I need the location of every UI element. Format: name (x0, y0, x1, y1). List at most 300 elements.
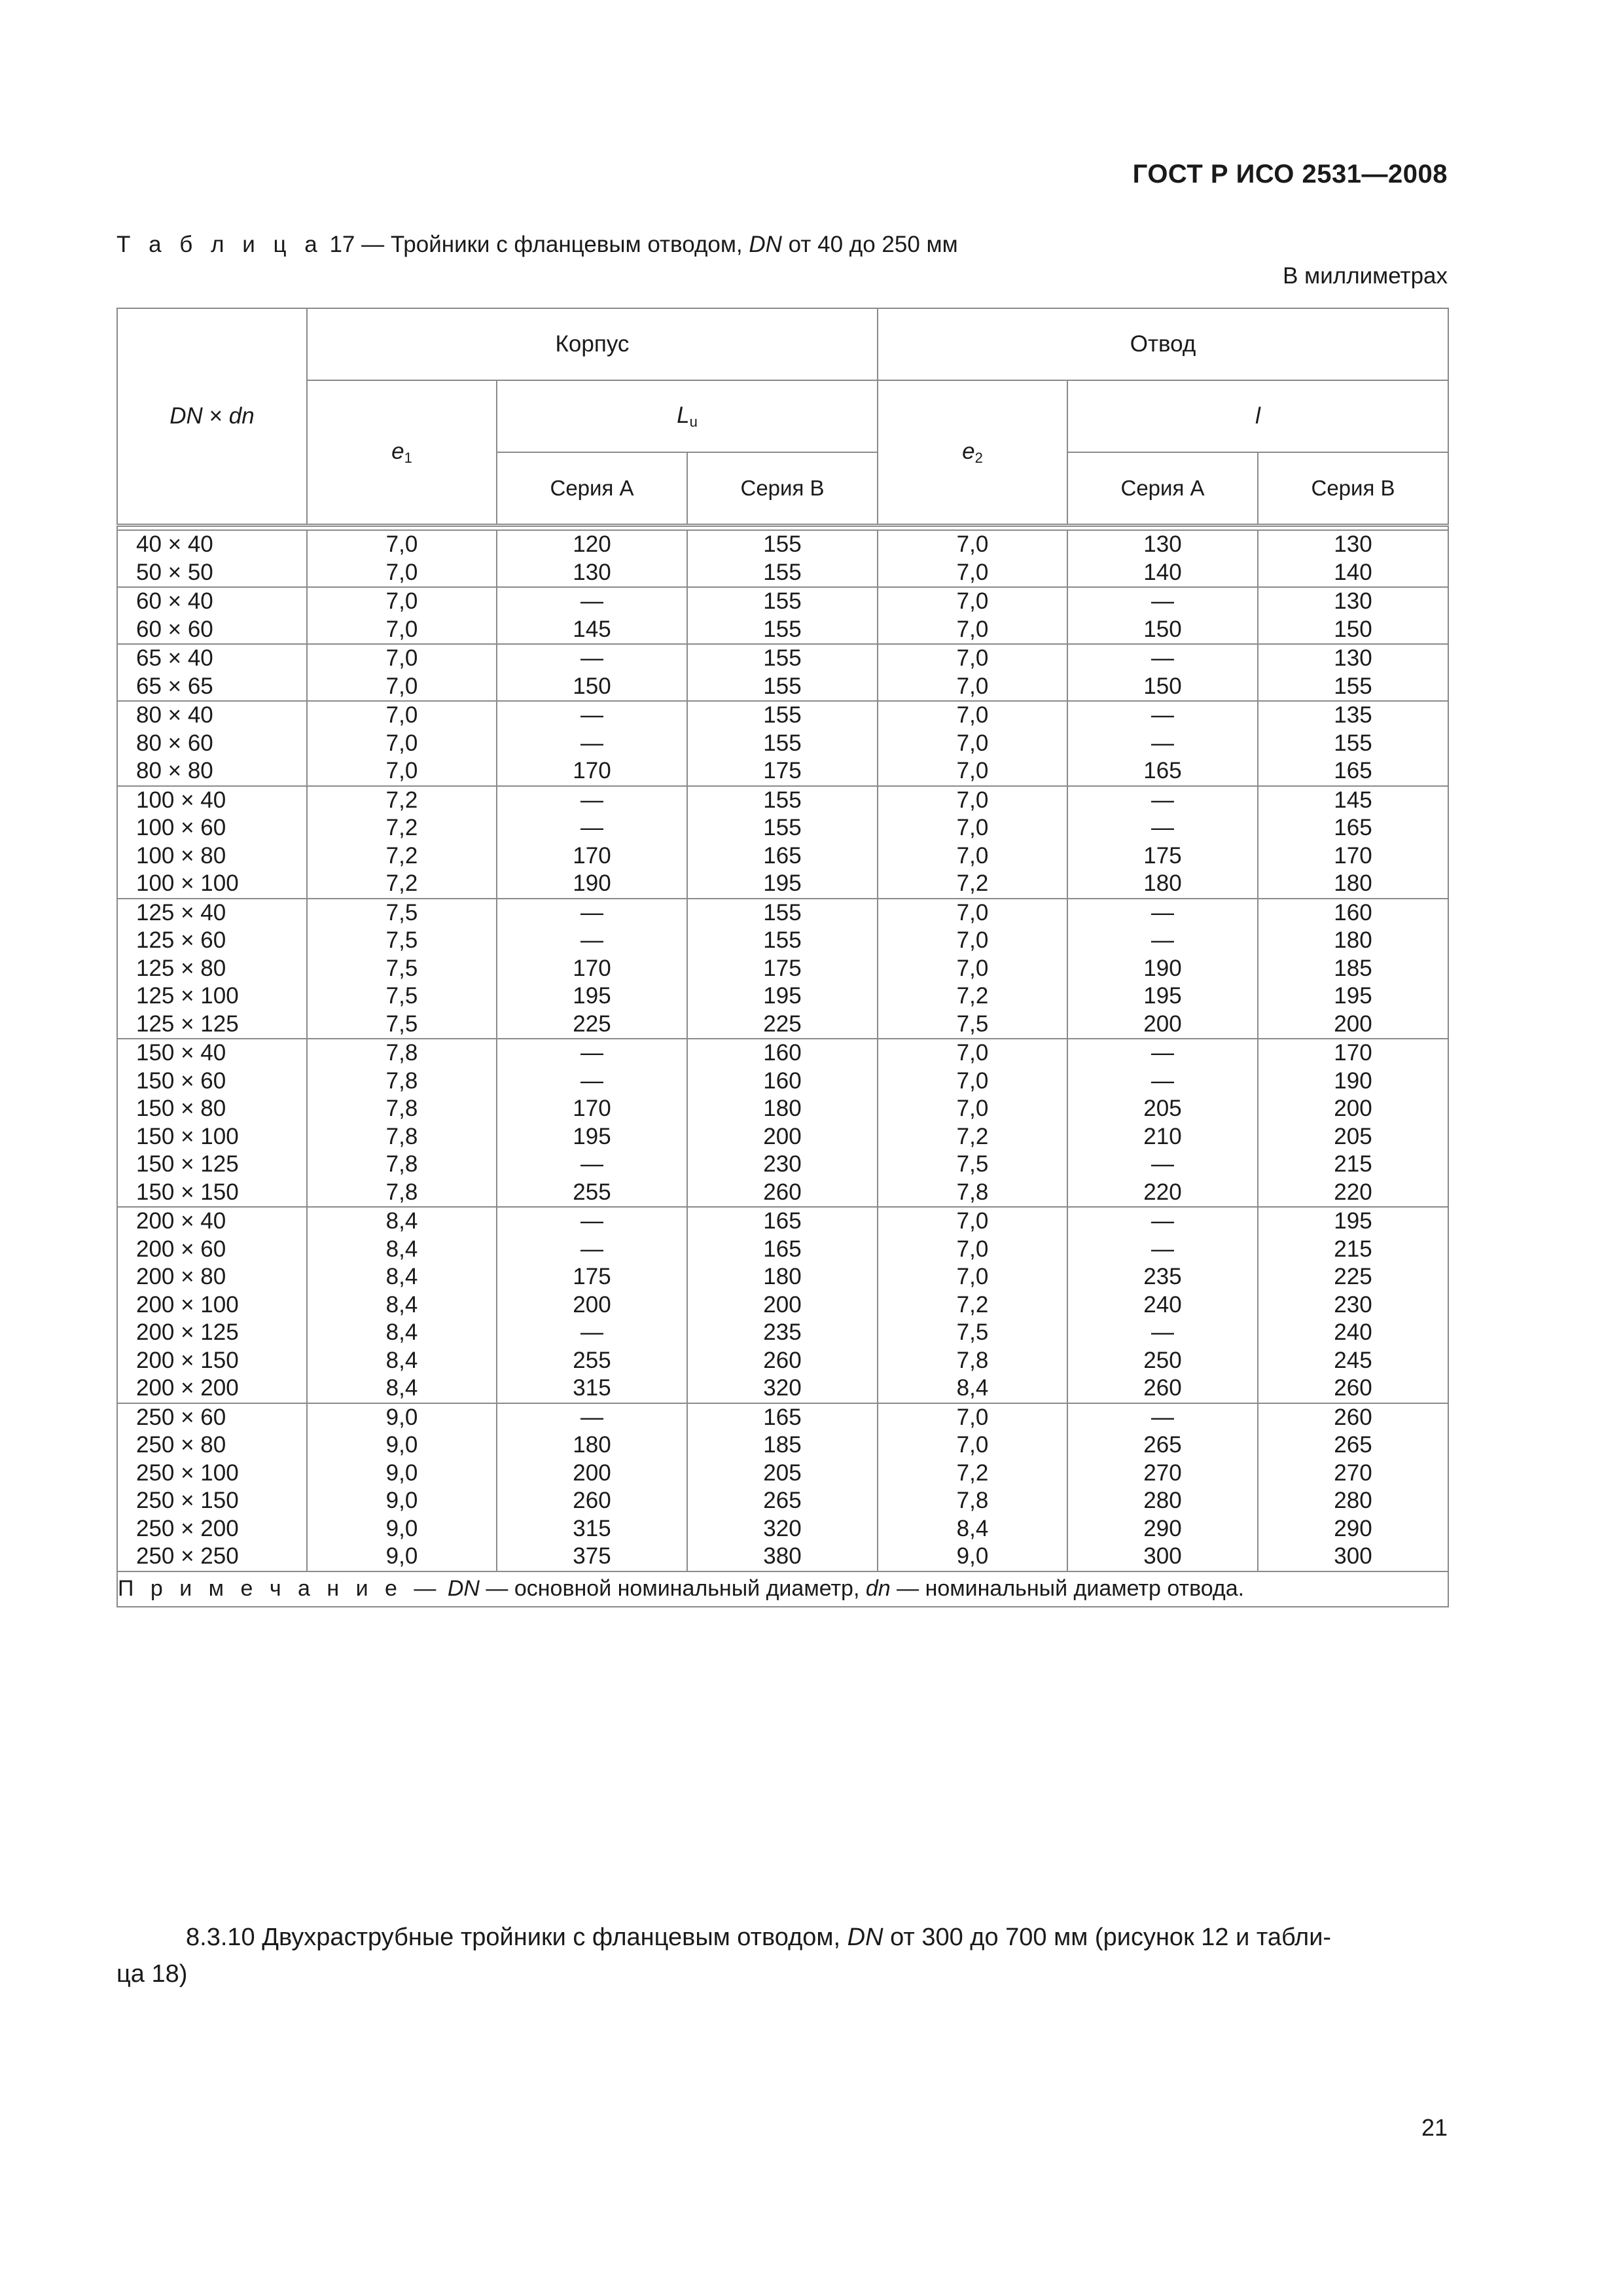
table-value: 240 (1143, 1291, 1182, 1318)
note-label: П р и м е ч а н и е — (118, 1576, 442, 1601)
table-value: 130 (1334, 588, 1372, 614)
table-row-group (117, 1039, 1448, 1207)
header-dn-x-dn: DN × dn (117, 308, 307, 526)
table-value: 380 (763, 1543, 802, 1569)
cell-lu-series-b (687, 530, 878, 587)
table-value: 8,4 (385, 1208, 418, 1234)
table-value: 290 (1143, 1515, 1182, 1541)
table-row-group (117, 899, 1448, 1039)
table-value: 7,5 (385, 899, 418, 925)
cell-l-series-b (1258, 899, 1448, 1039)
table-value: 7,2 (385, 870, 418, 896)
table-value: 170 (1334, 842, 1372, 869)
table-value: 7,0 (956, 645, 989, 671)
cell-lu-series-a (497, 1403, 687, 1571)
table-value: 7,0 (956, 758, 989, 783)
table-value: 255 (573, 1179, 611, 1205)
table-value: 220 (1143, 1179, 1182, 1205)
cell-lu-series-a (497, 1207, 687, 1403)
cell-lu-series-a (497, 786, 687, 899)
table-value: 315 (573, 1515, 611, 1541)
table-value: 150 (1143, 616, 1182, 642)
table-value: 265 (1334, 1432, 1372, 1458)
table-value: 250 × 100 (136, 1460, 239, 1486)
table-value: 250 × 80 (136, 1432, 226, 1458)
table-value: 250 × 150 (136, 1488, 239, 1513)
table-value: 155 (763, 616, 802, 642)
table-value: 260 (1143, 1375, 1182, 1401)
table-value: 230 (1334, 1291, 1372, 1318)
table-value: 155 (763, 702, 802, 728)
table-value: — (1151, 730, 1174, 756)
table-value: — (580, 1236, 603, 1262)
table-value: 250 (1143, 1347, 1182, 1373)
table-value: 230 (763, 1151, 802, 1177)
cell-e2 (878, 1207, 1067, 1403)
cell-l-series-a (1067, 644, 1258, 701)
cell-dn (117, 644, 307, 701)
paragraph-dn: DN (847, 1924, 883, 1951)
table-value: 7,0 (956, 815, 989, 840)
table-value: 140 (1334, 559, 1372, 585)
table-value: 175 (1143, 842, 1182, 869)
table-value: 145 (573, 616, 611, 642)
table-value: 175 (573, 1264, 611, 1289)
table-value: 8,4 (385, 1375, 418, 1401)
table-value: 7,0 (956, 1067, 989, 1094)
cell-dn (117, 1207, 307, 1403)
cell-l-series-a (1067, 899, 1258, 1039)
header-branch: Отвод (878, 308, 1448, 380)
cell-lu-series-b (687, 1039, 878, 1207)
table-value: 250 × 200 (136, 1515, 239, 1541)
table-value: 160 (763, 1040, 802, 1066)
table-value: 7,8 (956, 1488, 989, 1513)
table-value: 155 (763, 730, 802, 756)
table-value: 180 (573, 1432, 611, 1458)
note-dn-small: dn (865, 1576, 891, 1601)
table-value: — (1151, 899, 1174, 925)
table-value: 100 × 100 (136, 870, 239, 896)
table-value: 9,0 (956, 1543, 989, 1569)
cell-e2 (878, 899, 1067, 1039)
table-value: 9,0 (385, 1543, 418, 1569)
table-value: 130 (573, 559, 611, 585)
table-value: 7,0 (956, 1040, 989, 1066)
cell-dn (117, 1039, 307, 1207)
cell-e2 (878, 786, 1067, 899)
table-value: — (580, 815, 603, 840)
cell-lu-series-a (497, 701, 687, 786)
table-row-group (117, 786, 1448, 899)
table-value: 260 (573, 1488, 611, 1513)
table-value: 155 (1334, 673, 1372, 699)
table-value: 195 (1143, 983, 1182, 1009)
table-value: — (1151, 702, 1174, 728)
table-value: 7,2 (956, 983, 989, 1009)
cell-lu-series-b (687, 701, 878, 786)
table-value: — (580, 927, 603, 953)
cell-e1 (307, 587, 497, 644)
table-value: 7,8 (956, 1179, 989, 1205)
table-value: 135 (1334, 702, 1372, 728)
header-lu: $L_u$ (497, 380, 878, 452)
table-value: 155 (763, 899, 802, 925)
table-value: 200 × 60 (136, 1236, 226, 1262)
cell-l-series-b (1258, 644, 1448, 701)
table-value: 195 (1334, 983, 1372, 1009)
table-value: 205 (1143, 1096, 1182, 1121)
cell-lu-series-b (687, 786, 878, 899)
table-value: 155 (763, 815, 802, 840)
table-value: — (580, 1319, 603, 1345)
cell-l-series-b (1258, 1403, 1448, 1571)
table-value: 80 × 80 (136, 758, 213, 783)
table-value: 60 × 40 (136, 588, 213, 614)
table-value: 195 (763, 870, 802, 896)
table-value: 260 (1334, 1404, 1372, 1430)
cell-dn (117, 587, 307, 644)
table-value: 7,0 (385, 559, 418, 585)
table-value: 7,5 (956, 1011, 989, 1037)
table-value: 265 (1143, 1432, 1182, 1458)
table-value: 7,0 (956, 730, 989, 756)
table-value: 125 × 40 (136, 899, 226, 925)
table-value: 7,8 (385, 1067, 418, 1094)
table-value: 220 (1334, 1179, 1372, 1205)
table-value: 9,0 (385, 1460, 418, 1486)
header-e1: $e_1$ (307, 380, 497, 526)
table-row-group (117, 587, 1448, 644)
table-value: 150 (573, 673, 611, 699)
table-value: 235 (763, 1319, 802, 1345)
table-value: 7,0 (956, 787, 989, 813)
table-value: 200 (1143, 1011, 1182, 1037)
table-row-group (117, 530, 1448, 587)
table-value: 250 × 60 (136, 1404, 226, 1430)
cell-l-series-a (1067, 1207, 1258, 1403)
table-value: 8,4 (385, 1264, 418, 1289)
cell-l-series-a (1067, 1039, 1258, 1207)
table-value: 175 (763, 758, 802, 783)
table-value: 300 (1143, 1543, 1182, 1569)
table-caption (116, 232, 958, 258)
table-value: 9,0 (385, 1432, 418, 1458)
table-value: 165 (763, 842, 802, 869)
table-value: 7,2 (385, 842, 418, 869)
header-l: l (1067, 380, 1448, 452)
table-value: 300 (1334, 1543, 1372, 1569)
table-value: 9,0 (385, 1515, 418, 1541)
table-value: 320 (763, 1515, 802, 1541)
note-text-1: — основной номинальный диаметр, (486, 1576, 860, 1601)
table-value: 7,0 (956, 616, 989, 642)
table-caption-label: Т а б л и ц а (116, 232, 323, 257)
table-value: 165 (1334, 758, 1372, 783)
table-value: 80 × 60 (136, 730, 213, 756)
table-value: 125 × 125 (136, 1011, 239, 1037)
table-value: 65 × 65 (136, 673, 213, 699)
table-caption-text: 17 — Тройники с фланцевым отводом, (329, 232, 743, 257)
table-value: 215 (1334, 1236, 1372, 1262)
paragraph-text-2: от 300 до 700 мм (рисунок 12 и табли- (890, 1924, 1332, 1951)
table-value: 180 (1143, 870, 1182, 896)
table-value: 8,4 (385, 1347, 418, 1373)
table-value: 270 (1143, 1460, 1182, 1486)
table-value: 140 (1143, 559, 1182, 585)
table-value: 7,2 (956, 1123, 989, 1149)
cell-e1 (307, 644, 497, 701)
cell-e1 (307, 1207, 497, 1403)
table-value: 225 (1334, 1264, 1372, 1289)
table-value: — (1151, 1040, 1174, 1066)
table-value: 225 (573, 1011, 611, 1037)
table-value: 155 (763, 559, 802, 585)
table-note (117, 1571, 1448, 1607)
table-value: 260 (763, 1179, 802, 1205)
table-row-group (117, 701, 1448, 786)
table-value: — (1151, 588, 1174, 614)
table-value: 7,0 (956, 899, 989, 925)
table-value: 7,8 (385, 1123, 418, 1149)
header-body: Корпус (307, 308, 878, 380)
table-value: 250 × 250 (136, 1543, 239, 1569)
table-value: 7,0 (385, 588, 418, 614)
table-value: 200 (763, 1123, 802, 1149)
table-value: 40 × 40 (136, 531, 213, 557)
table-caption-dn: DN (749, 232, 782, 257)
table-value: 9,0 (385, 1488, 418, 1513)
table-value: 7,0 (385, 673, 418, 699)
table-value: 7,8 (385, 1040, 418, 1066)
table-value: 240 (1334, 1319, 1372, 1345)
table-value: — (580, 1067, 603, 1094)
table-value: 7,5 (385, 927, 418, 953)
cell-l-series-b (1258, 701, 1448, 786)
table-value: 8,4 (956, 1375, 989, 1401)
cell-lu-series-b (687, 587, 878, 644)
table-value: 155 (763, 645, 802, 671)
table-value: 160 (763, 1067, 802, 1094)
document-designation: ГОСТ Р ИСО 2531—2008 (1132, 160, 1448, 188)
table-value: 65 × 40 (136, 645, 213, 671)
table-value: 200 × 80 (136, 1264, 226, 1289)
cell-l-series-b (1258, 530, 1448, 587)
table-value: 7,0 (956, 559, 989, 585)
table-value: — (580, 1151, 603, 1177)
table-value: — (1151, 645, 1174, 671)
table-value: 7,2 (956, 1291, 989, 1318)
cell-l-series-a (1067, 701, 1258, 786)
cell-lu-series-a (497, 899, 687, 1039)
table-value: — (580, 899, 603, 925)
table-value: 7,0 (956, 588, 989, 614)
paragraph-text: 8.3.10 Двухраструбные тройники с фланцевым отводом, (186, 1924, 841, 1951)
table-row-group (117, 1207, 1448, 1403)
table-value: 180 (1334, 870, 1372, 896)
header-lu-series-b: Серия В (687, 452, 878, 526)
table-value: 7,8 (385, 1179, 418, 1205)
table-value: 80 × 40 (136, 702, 213, 728)
table-value: 7,8 (385, 1151, 418, 1177)
cell-e1 (307, 701, 497, 786)
table-value: 7,2 (385, 815, 418, 840)
table-value: — (580, 1404, 603, 1430)
table-value: 195 (763, 983, 802, 1009)
table-value: 130 (1334, 645, 1372, 671)
table-value: — (1151, 1319, 1174, 1345)
table-value: 190 (1334, 1067, 1372, 1094)
cell-lu-series-b (687, 644, 878, 701)
cell-l-series-b (1258, 1039, 1448, 1207)
table-value: 7,0 (956, 1404, 989, 1430)
table-value: 150 × 100 (136, 1123, 239, 1149)
table-value: 145 (1334, 787, 1372, 813)
table-value: 7,0 (385, 758, 418, 783)
table-value: 150 × 60 (136, 1067, 226, 1094)
table-value: 280 (1334, 1488, 1372, 1513)
cell-lu-series-a (497, 644, 687, 701)
table-value: 7,8 (956, 1347, 989, 1373)
table-value: 195 (573, 983, 611, 1009)
table-value: 125 × 100 (136, 983, 239, 1009)
table-value: 130 (1143, 531, 1182, 557)
table-value: 155 (1334, 730, 1372, 756)
table-value: 245 (1334, 1347, 1372, 1373)
table-value: 215 (1334, 1151, 1372, 1177)
table-value: 170 (573, 842, 611, 869)
note-text-2: — номинальный диаметр отвода. (897, 1576, 1245, 1601)
table-value: — (1151, 1236, 1174, 1262)
table-value: 150 × 40 (136, 1040, 226, 1066)
cell-dn (117, 530, 307, 587)
header-l-series-a: Серия А (1067, 452, 1258, 526)
table-value: — (580, 645, 603, 671)
table-value: 160 (1334, 899, 1372, 925)
cell-e2 (878, 701, 1067, 786)
table-value: 265 (763, 1488, 802, 1513)
table-value: 200 × 200 (136, 1375, 239, 1401)
table-value: 190 (573, 870, 611, 896)
table-value: 150 (1334, 616, 1372, 642)
table-value: 185 (763, 1432, 802, 1458)
table-value: 7,5 (385, 983, 418, 1009)
cell-dn (117, 1403, 307, 1571)
table-value: 7,0 (956, 1236, 989, 1262)
units-note: В миллиметрах (1283, 263, 1448, 289)
table-value: 7,5 (385, 955, 418, 981)
table-value: 9,0 (385, 1404, 418, 1430)
table-value: 200 (1334, 1011, 1372, 1037)
cell-l-series-b (1258, 1207, 1448, 1403)
table-value: 7,0 (956, 1432, 989, 1458)
table-value: 150 × 125 (136, 1151, 239, 1177)
cell-lu-series-a (497, 587, 687, 644)
table-value: 165 (763, 1236, 802, 1262)
table-value: 195 (573, 1123, 611, 1149)
table-value: 260 (763, 1347, 802, 1373)
table-value: 7,0 (956, 842, 989, 869)
table-value: 150 × 150 (136, 1179, 239, 1205)
table-value: 375 (573, 1543, 611, 1569)
table-value: 280 (1143, 1488, 1182, 1513)
table-value: 165 (1143, 758, 1182, 783)
cell-e2 (878, 644, 1067, 701)
table-value: 210 (1143, 1123, 1182, 1149)
table-value: 7,0 (956, 531, 989, 557)
cell-lu-series-a (497, 530, 687, 587)
cell-dn (117, 899, 307, 1039)
table-value: 200 (763, 1291, 802, 1318)
header-e2: $e_2$ (878, 380, 1067, 526)
table-value: 7,2 (385, 787, 418, 813)
cell-l-series-a (1067, 1403, 1258, 1571)
paragraph-text-3: ца 18) (116, 1960, 188, 1988)
table-value: 320 (763, 1375, 802, 1401)
table-value: 7,0 (385, 702, 418, 728)
table-value: 225 (763, 1011, 802, 1037)
table-value: 200 × 150 (136, 1347, 239, 1373)
table-value: 7,0 (385, 645, 418, 671)
cell-l-series-b (1258, 587, 1448, 644)
table-value: 8,4 (385, 1319, 418, 1345)
table-value: 50 × 50 (136, 559, 213, 585)
table-value: 205 (1334, 1123, 1372, 1149)
table-caption-range: от 40 до 250 мм (788, 232, 958, 257)
table-value: 170 (573, 758, 611, 783)
table-value: 200 × 125 (136, 1319, 239, 1345)
table-value: — (1151, 1151, 1174, 1177)
table-value: 150 (1143, 673, 1182, 699)
table-value: 7,0 (956, 1264, 989, 1289)
table-value: — (1151, 787, 1174, 813)
table-value: 100 × 60 (136, 815, 226, 840)
table-value: 290 (1334, 1515, 1372, 1541)
cell-dn (117, 786, 307, 899)
table-value: 165 (763, 1404, 802, 1430)
header-separator (117, 526, 1448, 531)
table-value: 8,4 (385, 1291, 418, 1318)
header-l-series-b: Серия В (1258, 452, 1448, 526)
table-value: 155 (763, 531, 802, 557)
table-value: 200 (1334, 1096, 1372, 1121)
table-value: 7,5 (956, 1151, 989, 1177)
cell-e2 (878, 1403, 1067, 1571)
table-value: 155 (763, 673, 802, 699)
table-value: 7,5 (385, 1011, 418, 1037)
table-value: 205 (763, 1460, 802, 1486)
table-value: 120 (573, 531, 611, 557)
table-value: 7,8 (385, 1096, 418, 1121)
cell-lu-series-b (687, 1403, 878, 1571)
section-paragraph (116, 1919, 1448, 1992)
table-value: 7,0 (385, 616, 418, 642)
note-dn: DN (447, 1576, 480, 1601)
table-value: — (1151, 927, 1174, 953)
table-value: 165 (1334, 815, 1372, 840)
table-value: 260 (1334, 1375, 1372, 1401)
table-value: 165 (763, 1208, 802, 1234)
table-value: 7,0 (385, 531, 418, 557)
table-value: 170 (573, 955, 611, 981)
dimensions-table (116, 308, 1449, 1607)
cell-l-series-a (1067, 587, 1258, 644)
table-value: — (1151, 815, 1174, 840)
table-row-group (117, 644, 1448, 701)
table-value: — (1151, 1067, 1174, 1094)
table-value: 7,0 (956, 1208, 989, 1234)
table-value: — (1151, 1404, 1174, 1430)
